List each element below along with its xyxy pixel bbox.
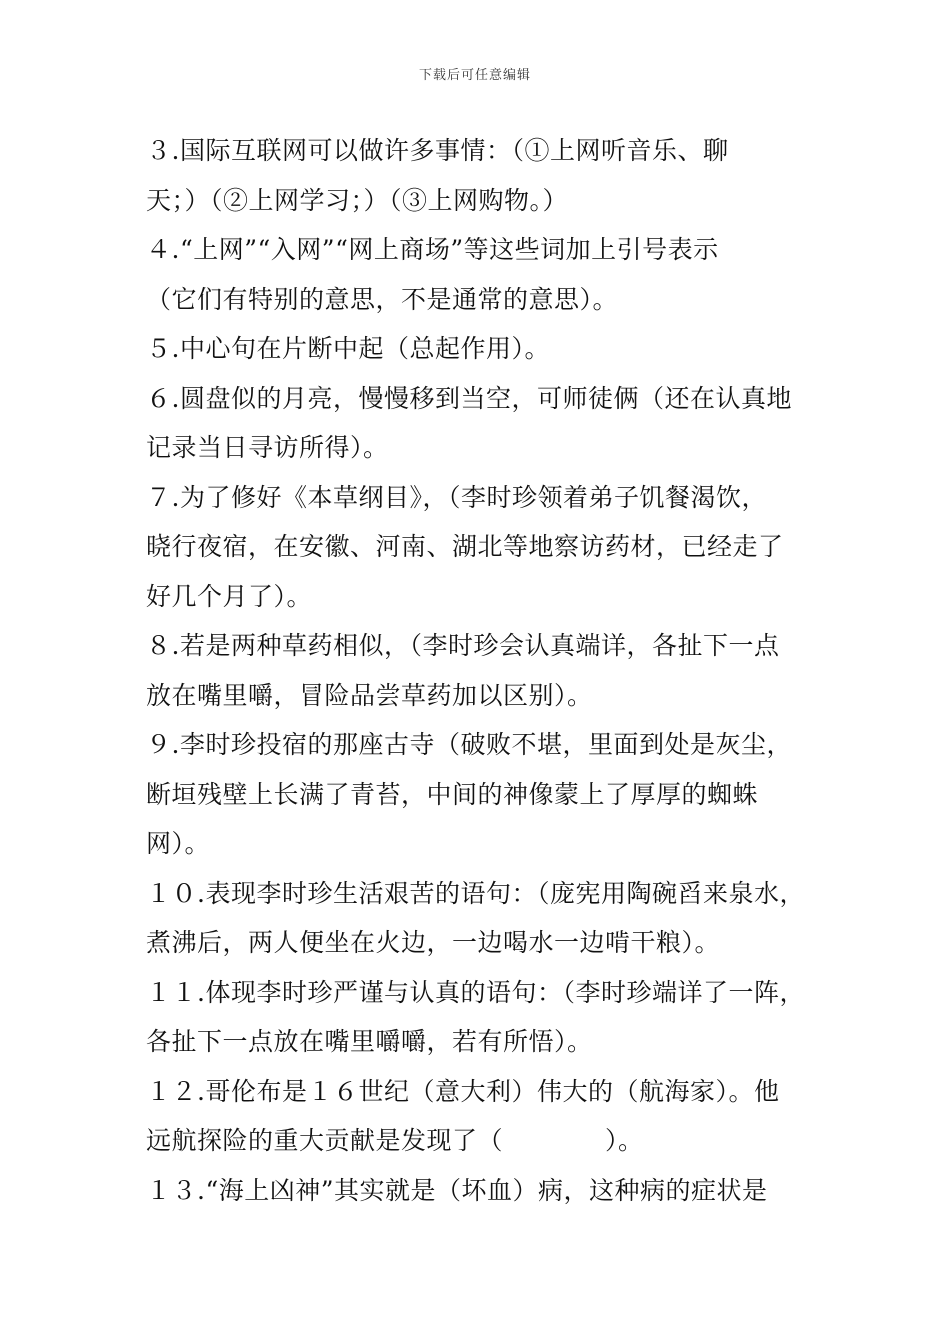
text-line: 远航探险的重大贡献是发现了（ ）。: [146, 1126, 644, 1155]
text-line: １０.表现李时珍生活艰苦的语句：（庞宪用陶碗舀来泉水，: [146, 878, 805, 908]
text-line: 放在嘴里嚼，冒险品尝草药加以区别）。: [146, 680, 593, 710]
text-line: 煮沸后，两人便坐在火边，一边喝水一边啃干粮）。: [146, 928, 721, 957]
text-line: 好几个月了）。: [146, 581, 313, 611]
text-line: １３.“海上凶神”其实就是（坏血）病，这种病的症状是: [146, 1175, 768, 1205]
document-body: [146, 126, 826, 1215]
text-line: （它们有特别的意思，不是通常的意思）。: [146, 284, 619, 314]
text-line: ７.为了修好《本草纲目》，（李时珍领着弟子饥餐渴饮，: [146, 482, 767, 512]
text-line: ５.中心句在片断中起（总起作用）。: [146, 334, 550, 363]
text-line: ８.若是两种草药相似，（李时珍会认真端详，各扯下一点: [146, 631, 780, 660]
text-line: ３.国际互联网可以做许多事情：（①上网听音乐、聊: [146, 136, 729, 165]
text-line: 天；）（②上网学习；）（③上网购物。）: [146, 185, 569, 215]
text-line: 断垣残壁上长满了青苔，中间的神像蒙上了厚厚的蜘蛛: [146, 779, 759, 809]
page-header: 下载后可任意编辑: [418, 68, 531, 83]
text-line: １１.体现李时珍严谨与认真的语句：（李时珍端详了一阵，: [146, 977, 805, 1007]
text-line: ４.“上网”“入网”“网上商场”等这些词加上引号表示: [146, 235, 719, 264]
text-line: 网）。: [146, 829, 211, 858]
text-line: １２.哥伦布是１６世纪（意大利）伟大的（航海家）。他: [146, 1076, 780, 1106]
text-line: 各扯下一点放在嘴里嚼嚼，若有所悟）。: [146, 1027, 593, 1056]
text-line: ６.圆盘似的月亮，慢慢移到当空，可师徒俩（还在认真地: [146, 383, 792, 413]
text-line: 晓行夜宿，在安徽、河南、湖北等地察访药材，已经走了: [146, 532, 784, 561]
text-line: 记录当日寻访所得）。: [146, 433, 389, 462]
text-line: ９.李时珍投宿的那座古寺（破败不堪，里面到处是灰尘，: [146, 730, 792, 759]
